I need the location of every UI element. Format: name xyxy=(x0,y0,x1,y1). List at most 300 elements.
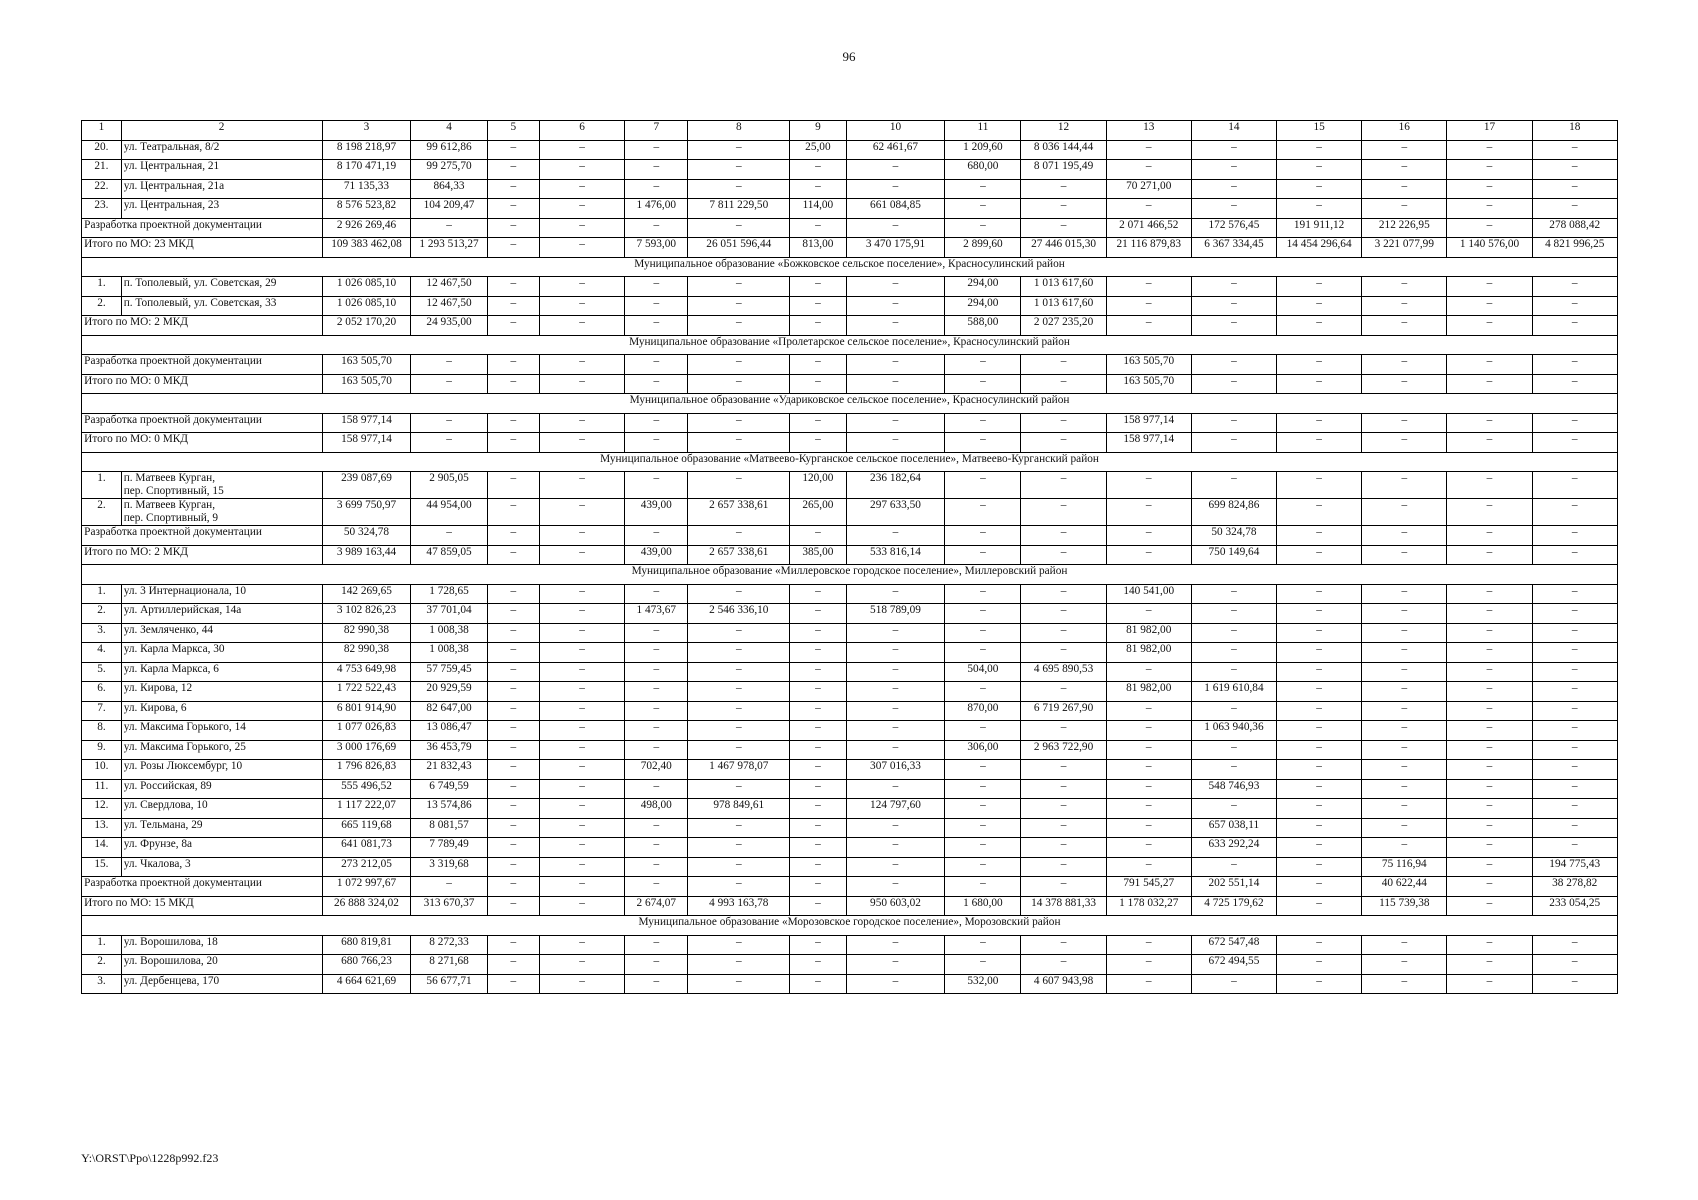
value-cell: – xyxy=(1362,355,1447,375)
value-cell: 665 119,68 xyxy=(322,818,411,838)
value-cell: – xyxy=(1532,413,1617,433)
value-cell: 2 905,05 xyxy=(411,472,487,499)
value-cell: – xyxy=(1532,760,1617,780)
value-cell: – xyxy=(1447,584,1532,604)
value-cell: – xyxy=(688,721,790,741)
value-cell: 163 505,70 xyxy=(1106,374,1191,394)
value-cell: – xyxy=(790,721,846,741)
value-cell: 702,40 xyxy=(625,760,688,780)
value-cell: – xyxy=(540,526,625,546)
value-cell: – xyxy=(1021,682,1106,702)
value-cell: – xyxy=(1447,160,1532,180)
value-cell: 439,00 xyxy=(625,545,688,565)
value-cell: – xyxy=(688,955,790,975)
value-cell: 1 140 576,00 xyxy=(1447,238,1532,258)
value-cell: 75 116,94 xyxy=(1362,857,1447,877)
value-cell: – xyxy=(540,760,625,780)
value-cell: – xyxy=(688,779,790,799)
column-number-cell: 8 xyxy=(688,121,790,141)
value-cell: – xyxy=(1447,199,1532,219)
value-cell: 699 824,86 xyxy=(1191,499,1276,526)
value-cell: – xyxy=(846,179,945,199)
row-number: 9. xyxy=(82,740,122,760)
value-cell: – xyxy=(1362,974,1447,994)
value-cell: – xyxy=(688,740,790,760)
summary-row xyxy=(82,896,1618,916)
value-cell: – xyxy=(1532,296,1617,316)
value-cell: – xyxy=(1106,526,1191,546)
row-number: 14. xyxy=(82,838,122,858)
value-cell: – xyxy=(1447,604,1532,624)
value-cell: – xyxy=(625,296,688,316)
value-cell: – xyxy=(540,955,625,975)
value-cell: 37 701,04 xyxy=(411,604,487,624)
value-cell: 1 178 032,27 xyxy=(1106,896,1191,916)
value-cell: – xyxy=(487,877,539,897)
value-cell: – xyxy=(1277,355,1362,375)
value-cell: 4 993 163,78 xyxy=(688,896,790,916)
row-number: 1. xyxy=(82,584,122,604)
value-cell: – xyxy=(540,974,625,994)
address-cell: ул. Театральная, 8/2 xyxy=(121,140,322,160)
value-cell: – xyxy=(790,701,846,721)
value-cell: 233 054,25 xyxy=(1532,896,1617,916)
value-cell: – xyxy=(1021,760,1106,780)
value-cell: – xyxy=(1532,584,1617,604)
value-cell: – xyxy=(1191,160,1276,180)
value-cell: 265,00 xyxy=(790,499,846,526)
value-cell: – xyxy=(790,296,846,316)
row-number: 22. xyxy=(82,179,122,199)
value-cell: 81 982,00 xyxy=(1106,682,1191,702)
value-cell: – xyxy=(846,623,945,643)
value-cell: 81 982,00 xyxy=(1106,643,1191,663)
value-cell: – xyxy=(1277,472,1362,499)
value-cell: 158 977,14 xyxy=(1106,413,1191,433)
value-cell: – xyxy=(1191,140,1276,160)
value-cell: – xyxy=(487,277,539,297)
value-cell: – xyxy=(790,935,846,955)
value-cell: – xyxy=(790,818,846,838)
table-row xyxy=(82,779,1618,799)
value-cell: 236 182,64 xyxy=(846,472,945,499)
table-row xyxy=(82,296,1618,316)
value-cell: 439,00 xyxy=(625,499,688,526)
value-cell: – xyxy=(1447,935,1532,955)
value-cell: – xyxy=(1106,296,1191,316)
row-label: Разработка проектной документации xyxy=(82,355,322,375)
value-cell: – xyxy=(1532,643,1617,663)
table-row xyxy=(82,662,1618,682)
address-cell: ул. 3 Интернационала, 10 xyxy=(121,584,322,604)
value-cell: – xyxy=(1191,643,1276,663)
value-cell: – xyxy=(1447,818,1532,838)
value-cell: – xyxy=(625,472,688,499)
data-table-wrapper xyxy=(81,120,1618,994)
value-cell: – xyxy=(1021,799,1106,819)
value-cell: 1 728,65 xyxy=(411,584,487,604)
value-cell: 533 816,14 xyxy=(846,545,945,565)
value-cell: 124 797,60 xyxy=(846,799,945,819)
value-cell: – xyxy=(1532,779,1617,799)
table-row xyxy=(82,584,1618,604)
value-cell: – xyxy=(1447,779,1532,799)
value-cell: – xyxy=(1362,277,1447,297)
value-cell: 4 821 996,25 xyxy=(1532,238,1617,258)
value-cell: – xyxy=(790,623,846,643)
section-heading-row xyxy=(82,257,1618,277)
value-cell: 4 607 943,98 xyxy=(1021,974,1106,994)
value-cell: – xyxy=(1191,604,1276,624)
value-cell: – xyxy=(790,740,846,760)
value-cell: – xyxy=(1532,433,1617,453)
value-cell: – xyxy=(1447,179,1532,199)
value-cell: – xyxy=(1362,682,1447,702)
value-cell: – xyxy=(1447,857,1532,877)
column-number-cell: 16 xyxy=(1362,121,1447,141)
address-cell: ул. Кирова, 6 xyxy=(121,701,322,721)
value-cell: – xyxy=(487,140,539,160)
value-cell: – xyxy=(625,682,688,702)
value-cell: 24 935,00 xyxy=(411,316,487,336)
value-cell: – xyxy=(1447,374,1532,394)
value-cell: 2 963 722,90 xyxy=(1021,740,1106,760)
value-cell: – xyxy=(1021,374,1106,394)
value-cell: – xyxy=(1191,296,1276,316)
value-cell: – xyxy=(625,662,688,682)
value-cell: – xyxy=(688,974,790,994)
value-cell: – xyxy=(1106,721,1191,741)
value-cell: – xyxy=(625,974,688,994)
value-cell: 6 801 914,90 xyxy=(322,701,411,721)
column-number-cell: 14 xyxy=(1191,121,1276,141)
value-cell: 81 982,00 xyxy=(1106,623,1191,643)
value-cell: – xyxy=(1447,877,1532,897)
value-cell: 158 977,14 xyxy=(1106,433,1191,453)
value-cell: – xyxy=(1106,955,1191,975)
value-cell: – xyxy=(540,413,625,433)
table-row xyxy=(82,472,1618,499)
value-cell: – xyxy=(846,818,945,838)
value-cell: – xyxy=(487,160,539,180)
value-cell: – xyxy=(846,277,945,297)
value-cell: 104 209,47 xyxy=(411,199,487,219)
row-label: Итого по МО: 0 МКД xyxy=(82,433,322,453)
value-cell: – xyxy=(1532,179,1617,199)
value-cell: – xyxy=(945,433,1021,453)
value-cell: – xyxy=(1447,682,1532,702)
value-cell: 532,00 xyxy=(945,974,1021,994)
value-cell: – xyxy=(540,584,625,604)
value-cell: – xyxy=(487,238,539,258)
value-cell: – xyxy=(688,140,790,160)
value-cell: 1 680,00 xyxy=(945,896,1021,916)
value-cell: – xyxy=(1106,316,1191,336)
value-cell: 109 383 462,08 xyxy=(322,238,411,258)
value-cell: – xyxy=(1106,662,1191,682)
value-cell: – xyxy=(688,277,790,297)
column-number-cell: 3 xyxy=(322,121,411,141)
row-number: 2. xyxy=(82,955,122,975)
value-cell: – xyxy=(1277,296,1362,316)
value-cell: – xyxy=(688,413,790,433)
row-label: Итого по МО: 0 МКД xyxy=(82,374,322,394)
value-cell: – xyxy=(1447,701,1532,721)
value-cell: – xyxy=(1106,779,1191,799)
address-cell: ул. Максима Горького, 14 xyxy=(121,721,322,741)
value-cell: 1 013 617,60 xyxy=(1021,296,1106,316)
value-cell: 3 000 176,69 xyxy=(322,740,411,760)
value-cell: – xyxy=(1106,740,1191,760)
value-cell: – xyxy=(688,160,790,180)
value-cell: – xyxy=(1191,974,1276,994)
value-cell: – xyxy=(540,740,625,760)
value-cell: 163 505,70 xyxy=(322,374,411,394)
table-row xyxy=(82,179,1618,199)
value-cell: – xyxy=(846,701,945,721)
value-cell: – xyxy=(540,238,625,258)
value-cell: – xyxy=(1021,877,1106,897)
value-cell: – xyxy=(1191,199,1276,219)
value-cell: – xyxy=(1362,643,1447,663)
value-cell: – xyxy=(487,701,539,721)
value-cell: – xyxy=(487,838,539,858)
value-cell: – xyxy=(1021,721,1106,741)
value-cell: – xyxy=(945,721,1021,741)
value-cell: – xyxy=(1277,623,1362,643)
table-row xyxy=(82,701,1618,721)
value-cell: – xyxy=(846,643,945,663)
value-cell: 2 027 235,20 xyxy=(1021,316,1106,336)
value-cell: 307 016,33 xyxy=(846,760,945,780)
address-cell: п. Матвеев Курган, пер. Спортивный, 9 xyxy=(121,499,322,526)
value-cell: – xyxy=(1532,623,1617,643)
value-cell: 750 149,64 xyxy=(1191,545,1276,565)
value-cell: 140 541,00 xyxy=(1106,584,1191,604)
value-cell: – xyxy=(1362,296,1447,316)
value-cell: – xyxy=(1447,643,1532,663)
value-cell: – xyxy=(790,662,846,682)
row-number: 12. xyxy=(82,799,122,819)
value-cell: – xyxy=(1362,779,1447,799)
value-cell: – xyxy=(625,140,688,160)
value-cell: – xyxy=(1277,316,1362,336)
value-cell: – xyxy=(540,355,625,375)
value-cell: – xyxy=(1191,413,1276,433)
value-cell: – xyxy=(790,160,846,180)
value-cell: – xyxy=(1447,545,1532,565)
value-cell: – xyxy=(846,355,945,375)
value-cell: – xyxy=(540,935,625,955)
table-row xyxy=(82,623,1618,643)
value-cell: 641 081,73 xyxy=(322,838,411,858)
column-number-cell: 1 xyxy=(82,121,122,141)
value-cell: – xyxy=(790,877,846,897)
value-cell: – xyxy=(1021,955,1106,975)
value-cell: – xyxy=(625,526,688,546)
table-row xyxy=(82,277,1618,297)
value-cell: – xyxy=(846,218,945,238)
value-cell: 202 551,14 xyxy=(1191,877,1276,897)
value-cell: 680 766,23 xyxy=(322,955,411,975)
value-cell: – xyxy=(487,296,539,316)
value-cell: – xyxy=(487,760,539,780)
value-cell: – xyxy=(487,472,539,499)
value-cell: – xyxy=(487,896,539,916)
column-number-row xyxy=(82,121,1618,141)
value-cell: – xyxy=(1532,955,1617,975)
summary-row xyxy=(82,877,1618,897)
value-cell: 2 657 338,61 xyxy=(688,545,790,565)
value-cell: – xyxy=(1191,701,1276,721)
value-cell: – xyxy=(625,584,688,604)
value-cell: 62 461,67 xyxy=(846,140,945,160)
address-cell: п. Тополевый, ул. Советская, 33 xyxy=(121,296,322,316)
value-cell: – xyxy=(1277,277,1362,297)
row-number: 6. xyxy=(82,682,122,702)
value-cell: – xyxy=(625,877,688,897)
row-number: 23. xyxy=(82,199,122,219)
value-cell: – xyxy=(1106,974,1191,994)
value-cell: – xyxy=(540,499,625,526)
value-cell: – xyxy=(1021,472,1106,499)
section-heading-row xyxy=(82,565,1618,585)
value-cell: – xyxy=(1447,721,1532,741)
value-cell: – xyxy=(1191,472,1276,499)
value-cell: – xyxy=(846,740,945,760)
summary-row xyxy=(82,526,1618,546)
value-cell: – xyxy=(487,643,539,663)
value-cell: – xyxy=(1191,740,1276,760)
value-cell: – xyxy=(945,413,1021,433)
value-cell: – xyxy=(790,413,846,433)
value-cell: – xyxy=(1277,199,1362,219)
value-cell: – xyxy=(1191,374,1276,394)
value-cell: – xyxy=(487,374,539,394)
value-cell: – xyxy=(625,818,688,838)
value-cell: – xyxy=(540,857,625,877)
value-cell: 50 324,78 xyxy=(322,526,411,546)
value-cell: – xyxy=(625,433,688,453)
value-cell: 6 719 267,90 xyxy=(1021,701,1106,721)
value-cell: 20 929,59 xyxy=(411,682,487,702)
row-label: Разработка проектной документации xyxy=(82,526,322,546)
value-cell: 239 087,69 xyxy=(322,472,411,499)
value-cell: 194 775,43 xyxy=(1532,857,1617,877)
value-cell: – xyxy=(625,316,688,336)
value-cell: – xyxy=(1362,935,1447,955)
value-cell: – xyxy=(1447,799,1532,819)
value-cell: 4 695 890,53 xyxy=(1021,662,1106,682)
value-cell: 2 899,60 xyxy=(945,238,1021,258)
value-cell: – xyxy=(1277,760,1362,780)
row-label: Разработка проектной документации xyxy=(82,877,322,897)
value-cell: – xyxy=(1362,760,1447,780)
value-cell: – xyxy=(625,838,688,858)
value-cell: – xyxy=(790,838,846,858)
value-cell: 385,00 xyxy=(790,545,846,565)
column-number-cell: 15 xyxy=(1277,121,1362,141)
summary-row xyxy=(82,355,1618,375)
value-cell: – xyxy=(790,374,846,394)
value-cell: – xyxy=(846,682,945,702)
value-cell: 1 026 085,10 xyxy=(322,296,411,316)
value-cell: – xyxy=(1106,277,1191,297)
value-cell: – xyxy=(487,584,539,604)
value-cell: – xyxy=(487,499,539,526)
value-cell: – xyxy=(1191,662,1276,682)
value-cell: – xyxy=(846,296,945,316)
table-row xyxy=(82,799,1618,819)
value-cell: 57 759,45 xyxy=(411,662,487,682)
value-cell: – xyxy=(688,682,790,702)
row-number: 1. xyxy=(82,472,122,499)
value-cell: – xyxy=(487,623,539,643)
value-cell: – xyxy=(945,643,1021,663)
value-cell: – xyxy=(1447,140,1532,160)
value-cell: – xyxy=(1362,701,1447,721)
value-cell: – xyxy=(1021,584,1106,604)
value-cell: – xyxy=(487,355,539,375)
value-cell: – xyxy=(487,740,539,760)
address-cell: ул. Российская, 89 xyxy=(121,779,322,799)
value-cell: – xyxy=(540,701,625,721)
column-number-cell: 12 xyxy=(1021,121,1106,141)
value-cell: 3 470 175,91 xyxy=(846,238,945,258)
value-cell: 294,00 xyxy=(945,277,1021,297)
value-cell: – xyxy=(1106,499,1191,526)
value-cell: 1 063 940,36 xyxy=(1191,721,1276,741)
value-cell: – xyxy=(1021,433,1106,453)
value-cell: – xyxy=(688,316,790,336)
value-cell: 813,00 xyxy=(790,238,846,258)
value-cell: 633 292,24 xyxy=(1191,838,1276,858)
value-cell: – xyxy=(1021,604,1106,624)
value-cell: 1 619 610,84 xyxy=(1191,682,1276,702)
value-cell: – xyxy=(945,604,1021,624)
table-row xyxy=(82,160,1618,180)
value-cell: 50 324,78 xyxy=(1191,526,1276,546)
row-number: 15. xyxy=(82,857,122,877)
value-cell: – xyxy=(1532,604,1617,624)
value-cell: – xyxy=(487,955,539,975)
value-cell: – xyxy=(487,721,539,741)
value-cell: 1 473,67 xyxy=(625,604,688,624)
value-cell: – xyxy=(487,316,539,336)
value-cell: – xyxy=(1532,818,1617,838)
value-cell: 680 819,81 xyxy=(322,935,411,955)
value-cell: – xyxy=(1532,140,1617,160)
summary-row xyxy=(82,218,1618,238)
value-cell: – xyxy=(1021,179,1106,199)
value-cell: – xyxy=(1277,545,1362,565)
row-number: 2. xyxy=(82,604,122,624)
value-cell: 273 212,05 xyxy=(322,857,411,877)
value-cell: – xyxy=(540,721,625,741)
value-cell: – xyxy=(1532,682,1617,702)
value-cell: 588,00 xyxy=(945,316,1021,336)
value-cell: 38 278,82 xyxy=(1532,877,1617,897)
value-cell: – xyxy=(1532,662,1617,682)
value-cell: – xyxy=(1021,199,1106,219)
value-cell: 7 789,49 xyxy=(411,838,487,858)
value-cell: – xyxy=(1532,160,1617,180)
value-cell: 8 272,33 xyxy=(411,935,487,955)
value-cell: – xyxy=(540,199,625,219)
address-cell: ул. Фрунзе, 8а xyxy=(121,838,322,858)
value-cell: – xyxy=(688,623,790,643)
value-cell: – xyxy=(790,799,846,819)
